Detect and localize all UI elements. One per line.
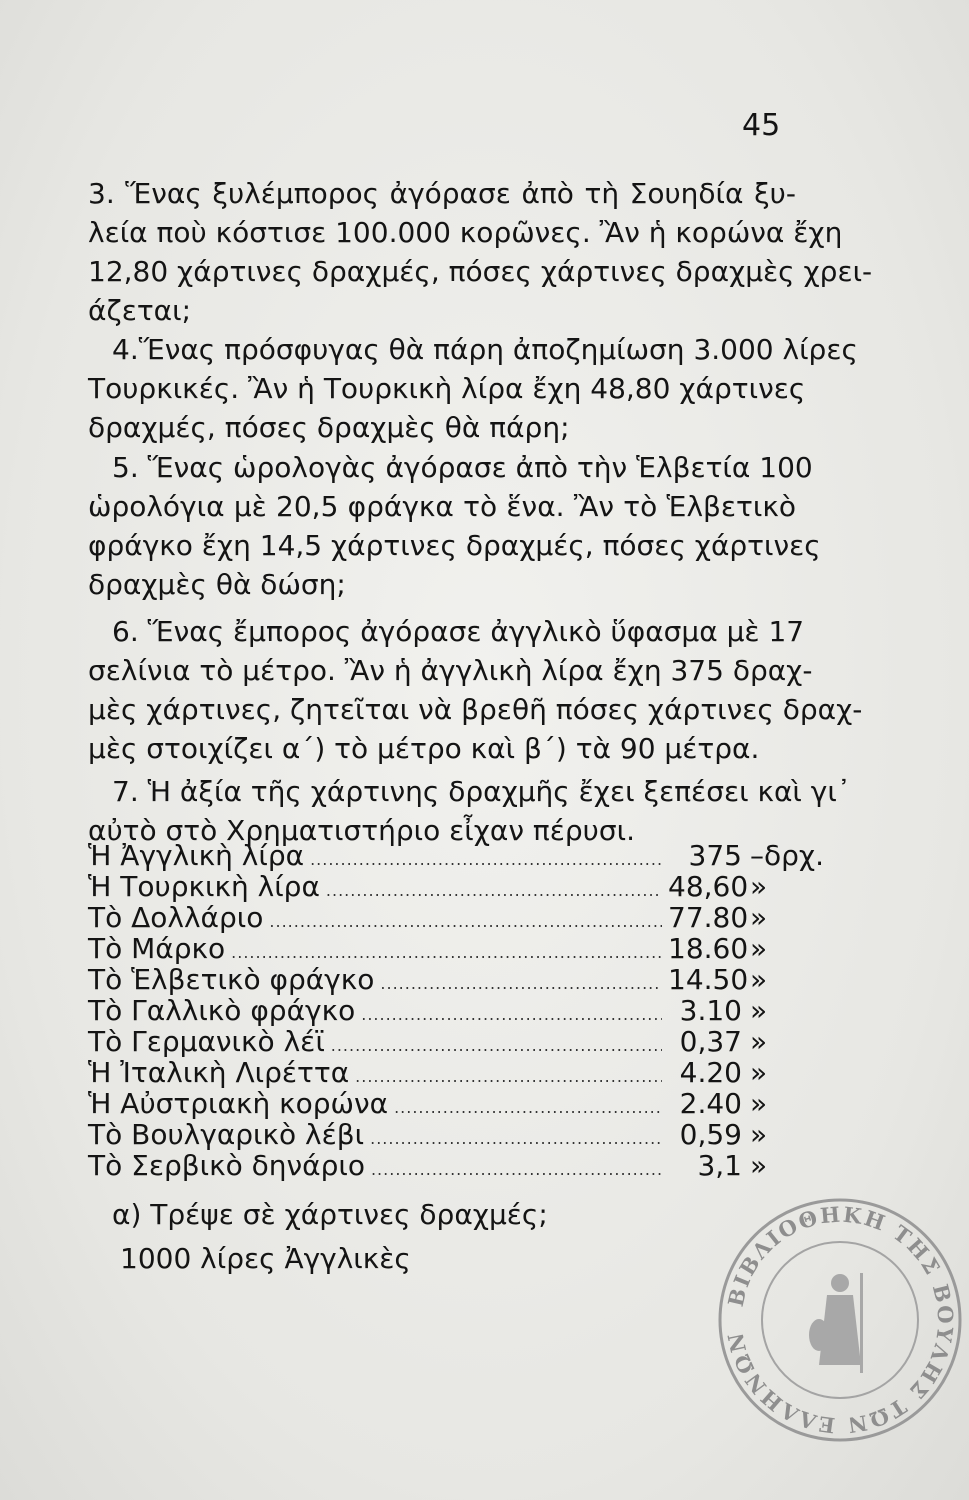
problem-6-line: 6. Ἕνας ἔμπορος ἀγόρασε ἀγγλικὸ ὕφασμα μὲ 17 xyxy=(112,615,805,648)
problem-4-line: δραχμές, πόσες δραχμὲς θὰ πάρη; xyxy=(88,411,570,444)
athena-figure-icon xyxy=(809,1273,863,1373)
currency-name: Τὸ Γερμανικὸ λέϊ xyxy=(88,1025,325,1058)
problem-3-line: 12,80 χάρτινες δραχμές, πόσες χάρτινες δραχμὲς χρει- xyxy=(88,255,873,288)
dot-leader xyxy=(310,844,662,875)
problem-3-line: λεία ποὺ κόστισε 100.000 κορῶνες. Ἂν ἡ κορώνα ἔχη xyxy=(88,216,843,249)
dot-leader xyxy=(371,1154,662,1185)
stamp-text-path: ΒΙΒΛΙΟΘΗΚΗ ΤΗΣ ΒΟΥΛΗΣ ΤΩΝ ΕΛΛΗΝΩΝ xyxy=(722,1201,959,1439)
currency-name: Τὸ Ἑλβετικὸ φράγκο xyxy=(88,963,375,996)
dot-leader xyxy=(269,906,662,937)
problem-7-line: αὐτὸ στὸ Χρηματιστήριο εἶχαν πέρυσι. xyxy=(88,814,635,847)
exchange-rate-table xyxy=(88,839,824,1182)
currency-name: Ἡ Αὐστριακὴ κορώνα xyxy=(88,1087,389,1120)
rate-row xyxy=(88,1026,796,1057)
currency-name: Τὸ Δολλάριο xyxy=(88,901,264,934)
problem-4-line: 4.Ἕνας πρόσφυγας θὰ πάρη ἀποζημίωση 3.000 λίρες xyxy=(112,333,858,366)
dot-leader xyxy=(361,999,662,1030)
rate-value: 48,60 xyxy=(668,870,749,903)
currency-name: Τὸ Βουλγαρικὸ λέβι xyxy=(88,1118,365,1151)
rate-row xyxy=(88,1150,796,1181)
rate-value: 14.50 xyxy=(668,963,749,996)
problem-7-line: 7. Ἡ ἀξία τῆς χάρτινης δραχμῆς ἔχει ξεπέσει καὶ γι᾽ xyxy=(112,775,851,808)
rate-value: 3.10 xyxy=(679,994,742,1027)
rate-row xyxy=(88,839,824,872)
rate-row xyxy=(88,871,796,902)
rate-value: 77.80 xyxy=(668,901,749,934)
rate-value: 0,59 xyxy=(679,1118,742,1151)
dot-leader xyxy=(394,1092,662,1123)
library-stamp xyxy=(715,1195,965,1445)
problem-4-line: Τουρκικές. Ἂν ἡ Τουρκικὴ λίρα ἔχη 48,80 χάρτινες xyxy=(88,372,806,405)
currency-name: Τὸ Γαλλικὸ φράγκο xyxy=(88,994,356,1027)
rate-row xyxy=(88,1088,796,1119)
rate-row xyxy=(88,964,796,995)
question-a-item: 1000 λίρες Ἀγγλικὲς xyxy=(120,1242,411,1275)
rate-unit: » xyxy=(750,963,768,996)
rate-row xyxy=(88,1057,796,1088)
problem-3-line: άζεται; xyxy=(88,294,192,327)
rate-unit: » xyxy=(750,994,768,1027)
dot-leader xyxy=(380,968,662,999)
rate-unit: » xyxy=(750,901,768,934)
rate-unit: » xyxy=(750,1056,768,1089)
problem-5-line: ὡρολόγια μὲ 20,5 φράγκα τὸ ἕνα. Ἂν τὸ Ἑλβετικὸ xyxy=(88,490,796,523)
page-number: 45 xyxy=(742,108,781,143)
problem-3-line: 3. Ἕνας ξυλέμπορος ἀγόρασε ἀπὸ τὴ Σουηδία ξυ- xyxy=(88,177,796,210)
rate-unit: » xyxy=(750,932,768,965)
dot-leader xyxy=(355,1061,662,1092)
currency-name: Τὸ Σερβικὸ δηνάριο xyxy=(88,1149,365,1182)
question-a: α) Τρέψε σὲ χάρτινες δραχμές; xyxy=(112,1198,548,1231)
rate-value: 0,37 xyxy=(679,1025,742,1058)
dot-leader xyxy=(331,1030,662,1061)
dot-leader xyxy=(326,875,662,906)
problem-5-line: 5. Ἕνας ὡρολογὰς ἀγόρασε ἀπὸ τὴν Ἑλβετία 100 xyxy=(112,451,813,484)
rate-value: 2.40 xyxy=(679,1087,742,1120)
problem-6-line: μὲς χάρτινες, ζητεῖται νὰ βρεθῆ πόσες χάρτινες δραχ- xyxy=(88,693,863,726)
problem-5 xyxy=(88,448,821,604)
rate-value: 4.20 xyxy=(679,1056,742,1089)
rate-value: 18.60 xyxy=(668,932,749,965)
rate-unit: » xyxy=(750,1118,768,1151)
rate-value: 3,1 xyxy=(697,1149,742,1182)
problem-6-line: σελίνια τὸ μέτρο. Ἂν ἡ ἀγγλικὴ λίρα ἔχη 375 δραχ- xyxy=(88,654,813,687)
rate-unit: » xyxy=(750,1025,768,1058)
problem-5-line: φράγκο ἔχη 14,5 χάρτινες δραχμές, πόσες χάρτινες xyxy=(88,529,821,562)
rate-row xyxy=(88,995,796,1026)
problem-6-line: μὲς στοιχίζει α΄) τὸ μέτρο καὶ β΄) τὰ 90 μέτρα. xyxy=(88,732,760,765)
rate-row xyxy=(88,1119,796,1150)
currency-name: Ἡ Ἀγγλικὴ λίρα xyxy=(88,839,305,872)
currency-name: Ἡ Ἰταλικὴ Λιρέττα xyxy=(88,1056,350,1089)
rate-value: 375 xyxy=(688,839,742,872)
rate-unit: » xyxy=(750,1087,768,1120)
problem-4 xyxy=(88,330,858,447)
rate-row xyxy=(88,933,796,964)
currency-name: Τὸ Μάρκο xyxy=(88,932,226,965)
rate-unit: » xyxy=(750,870,768,903)
rate-row xyxy=(88,902,796,933)
currency-name: Ἡ Τουρκικὴ λίρα xyxy=(88,870,320,903)
rate-unit: –δρχ. xyxy=(750,839,824,872)
dot-leader xyxy=(370,1123,662,1154)
problem-3 xyxy=(88,174,873,330)
problem-5-line: δραχμὲς θὰ δώση; xyxy=(88,568,346,601)
rate-unit: » xyxy=(750,1149,768,1182)
problem-6 xyxy=(88,612,863,768)
